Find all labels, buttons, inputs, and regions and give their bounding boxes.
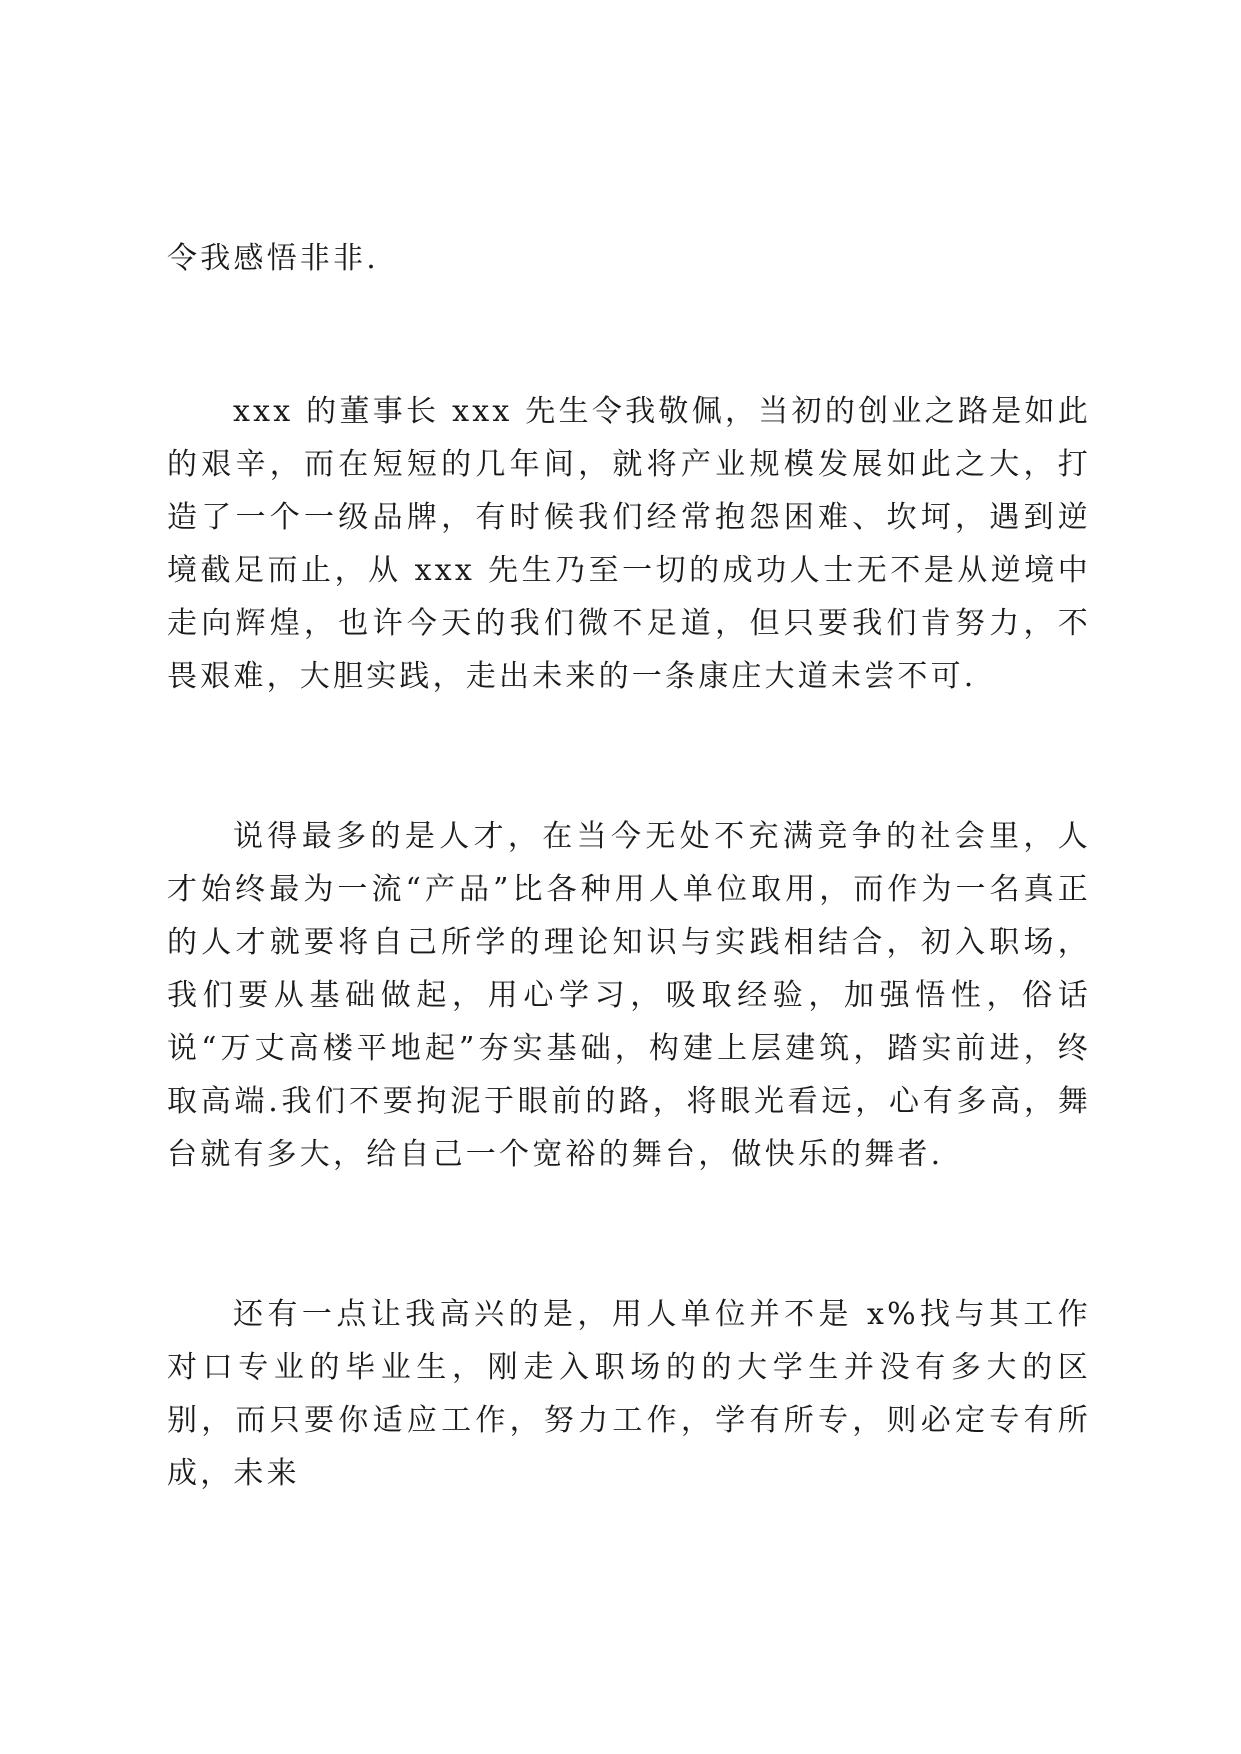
paragraph-spacer — [167, 1181, 1091, 1288]
document-body — [167, 232, 1091, 1500]
paragraph-talent: 说得最多的是人才，在当今无处不充满竞争的社会里，人才始终最为一流“产品”比各种用人单位取用，而作为一名真正的人才就要将自己所学的理论知识与实践相结合，初入职场，我们要从基础做起，用心学习，吸取经验，加强悟性，俗话说“万丈高楼平地起”夯实基础，构建上层建筑，踏实前进，终取高端.我们不要拘泥于眼前的路，将眼光看远，心有多高，舞台就有多大，给自己一个宽裕的舞台，做快乐的舞者. — [167, 819, 1091, 1172]
paragraph-chairman: xxx 的董事长 xxx 先生令我敬佩，当初的创业之路是如此的艰辛，而在短短的几年间，就将产业规模发展如此之大，打造了一个一级品牌，有时候我们经常抱怨困难、坎坷，遇到逆境截足而止，从 xxx 先生乃至一切的成功人士无不是从逆境中走向辉煌，也许今天的我们微不足道，但只要我们肯努力，不畏艰难，大胆实践，走出未来的一条康庄大道未尝不可. — [167, 394, 1091, 694]
paragraph-continuation: 令我感悟非非. — [167, 241, 379, 276]
paragraph-employers: 还有一点让我高兴的是，用人单位并不是 x%找与其工作对口专业的毕业生，刚走入职场的的大学生并没有多大的区别，而只要你适应工作，努力工作，学有所专，则必定专有所成，未来 — [167, 1297, 1091, 1491]
paragraph-spacer — [167, 285, 1091, 385]
paragraph-spacer — [167, 703, 1091, 810]
